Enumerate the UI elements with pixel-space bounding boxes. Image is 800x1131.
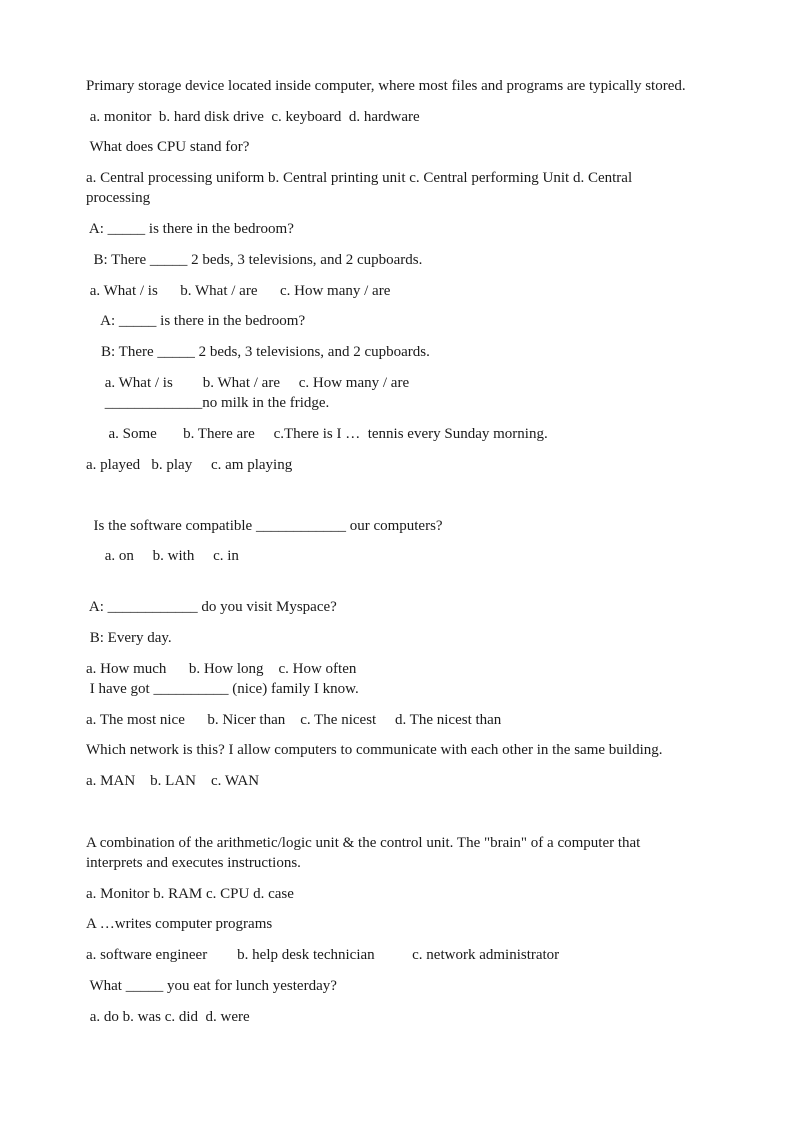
options-milk-and-tennis: a. Some b. There are c.There is I … tennis every Sunday morning. bbox=[86, 426, 548, 442]
dialogue-a-bedroom-repeat: A: _____ is there in the bedroom? bbox=[86, 313, 306, 329]
question-nice-family: I have got __________ (nice) family I know. bbox=[86, 681, 359, 697]
question-cpu-brain: A combination of the arithmetic/logic unit & the control unit. The "brain" of a computer that interprets and executes instructions. bbox=[86, 835, 641, 871]
dialogue-a-bedroom: A: _____ is there in the bedroom? bbox=[86, 221, 294, 237]
options-cpu-stand-for: a. Central processing uniform b. Central printing unit c. Central performing Unit d. Central processing bbox=[86, 170, 633, 206]
options-lunch-yesterday: a. do b. was c. did d. were bbox=[86, 1009, 250, 1025]
options-tennis: a. played b. play c. am playing bbox=[86, 457, 293, 473]
options-storage-device: a. monitor b. hard disk drive c. keyboard d. hardware bbox=[86, 109, 420, 125]
question-network: Which network is this? I allow computers to communicate with each other in the same building. bbox=[86, 742, 663, 758]
question-software-compatible: Is the software compatible ____________ our computers? bbox=[86, 518, 443, 534]
options-cpu-brain: a. Monitor b. RAM c. CPU d. case bbox=[86, 886, 294, 902]
dialogue-b-bedroom-repeat: B: There _____ 2 beds, 3 televisions, and 2 cupboards. bbox=[86, 344, 430, 360]
options-myspace: a. How much b. How long c. How often bbox=[86, 661, 357, 677]
question-storage-device: Primary storage device located inside computer, where most files and programs are typically stored. bbox=[86, 78, 686, 94]
options-bedroom: a. What / is b. What / are c. How many / are bbox=[86, 283, 391, 299]
dialogue-a-myspace: A: ____________ do you visit Myspace? bbox=[86, 599, 337, 615]
question-lunch-yesterday: What _____ you eat for lunch yesterday? bbox=[86, 978, 337, 994]
dialogue-b-bedroom: B: There _____ 2 beds, 3 televisions, and 2 cupboards. bbox=[86, 252, 423, 268]
options-nice-family: a. The most nice b. Nicer than c. The nicest d. The nicest than bbox=[86, 712, 502, 728]
question-milk-fridge: _____________no milk in the fridge. bbox=[86, 395, 330, 411]
dialogue-b-myspace: B: Every day. bbox=[86, 630, 172, 646]
question-computer-programs: A …writes computer programs bbox=[86, 916, 273, 932]
options-network: a. MAN b. LAN c. WAN bbox=[86, 773, 260, 789]
options-computer-programs: a. software engineer b. help desk technician c. network administrator bbox=[86, 947, 560, 963]
options-software-compatible: a. on b. with c. in bbox=[86, 548, 239, 564]
question-cpu-stand-for: What does CPU stand for? bbox=[86, 139, 250, 155]
options-bedroom-repeat: a. What / is b. What / are c. How many / are bbox=[86, 375, 410, 391]
